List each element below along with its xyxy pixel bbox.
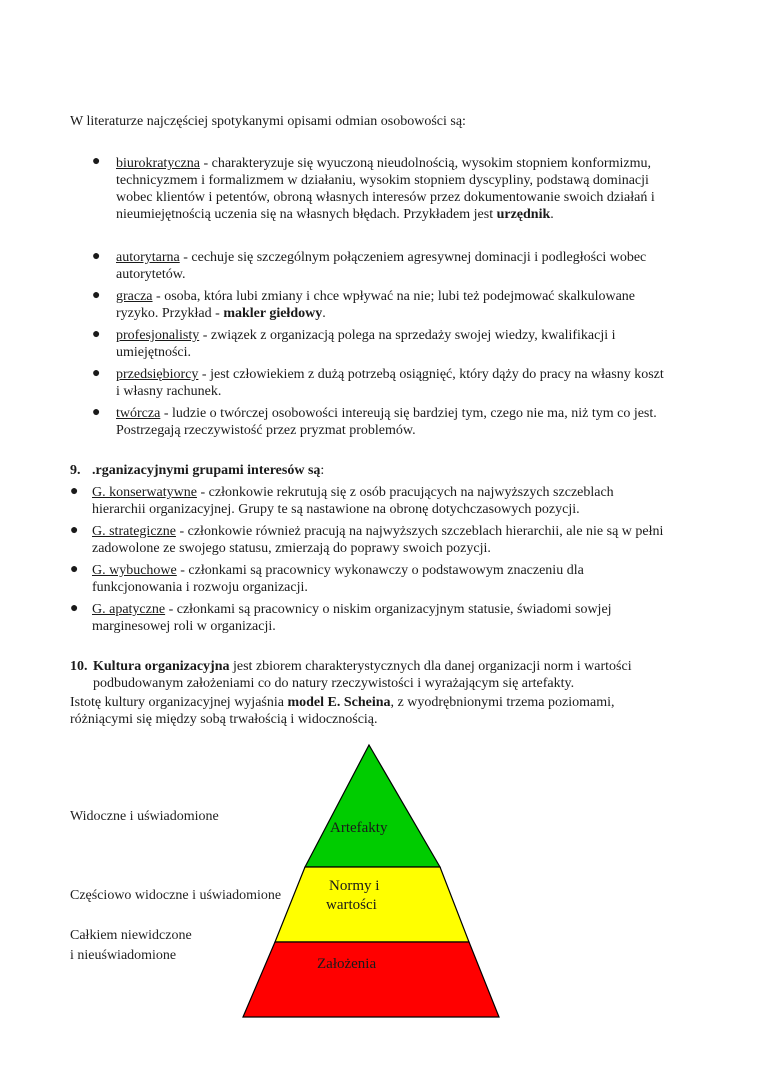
pyramid-level-artefakty (305, 745, 440, 867)
term-link: G. wybuchowe (92, 563, 177, 578)
pyramid-label-normy-2: wartości (326, 897, 377, 913)
bullet-icon: ● (70, 562, 79, 577)
section-heading: .rganizacyjnymi grupami interesów są: (92, 463, 325, 478)
bullet-icon: ● (92, 366, 101, 381)
term-link: przedsiębiorcy (116, 367, 199, 382)
pyramid-level-zalozenia (243, 942, 499, 1017)
level-label-partial: Częściowo widoczne i uświadomione (70, 888, 282, 903)
bold-example: makler giełdowy (223, 306, 323, 321)
term-link: G. strategiczne (92, 524, 176, 539)
bullet-icon: ● (92, 154, 101, 169)
pyramid-label-artefakty: Artefakty (330, 820, 388, 836)
term-link: autorytarna (116, 250, 180, 265)
bold-example: urzędnik (496, 207, 551, 222)
term-link: gracza (116, 289, 153, 304)
bullet-icon: ● (92, 249, 101, 264)
term-link: G. konserwatywne (92, 485, 197, 500)
bold-term: Kultura organizacyjna (93, 659, 230, 674)
bold-term: model E. Scheina (287, 695, 391, 710)
bullet-icon: ● (92, 288, 101, 303)
bullet-icon: ● (92, 327, 101, 342)
bullet-icon: ● (70, 523, 79, 538)
bullet-icon: ● (70, 484, 79, 499)
pyramid-label-zalozenia: Założenia (317, 956, 377, 972)
level-label-invisible: Całkiem niewidczone (70, 928, 192, 943)
intro-text: W literaturze najczęściej spotykanymi opisami odmian osobowości są: (70, 114, 466, 129)
section-number: 10. (70, 659, 88, 674)
bullet-icon: ● (70, 601, 79, 616)
bullet-icon: ● (92, 405, 101, 420)
term-link: biurokratyczna (116, 156, 200, 171)
section-number: 9. (70, 463, 81, 478)
level-label-invisible-2: i nieuświadomione (70, 948, 177, 963)
term-link: profesjonalisty (116, 328, 200, 343)
term-link: twórcza (116, 406, 161, 421)
term-link: G. apatyczne (92, 602, 166, 617)
level-label-visible: Widoczne i uświadomione (70, 809, 219, 824)
pyramid-label-normy-1: Normy i (329, 878, 380, 894)
